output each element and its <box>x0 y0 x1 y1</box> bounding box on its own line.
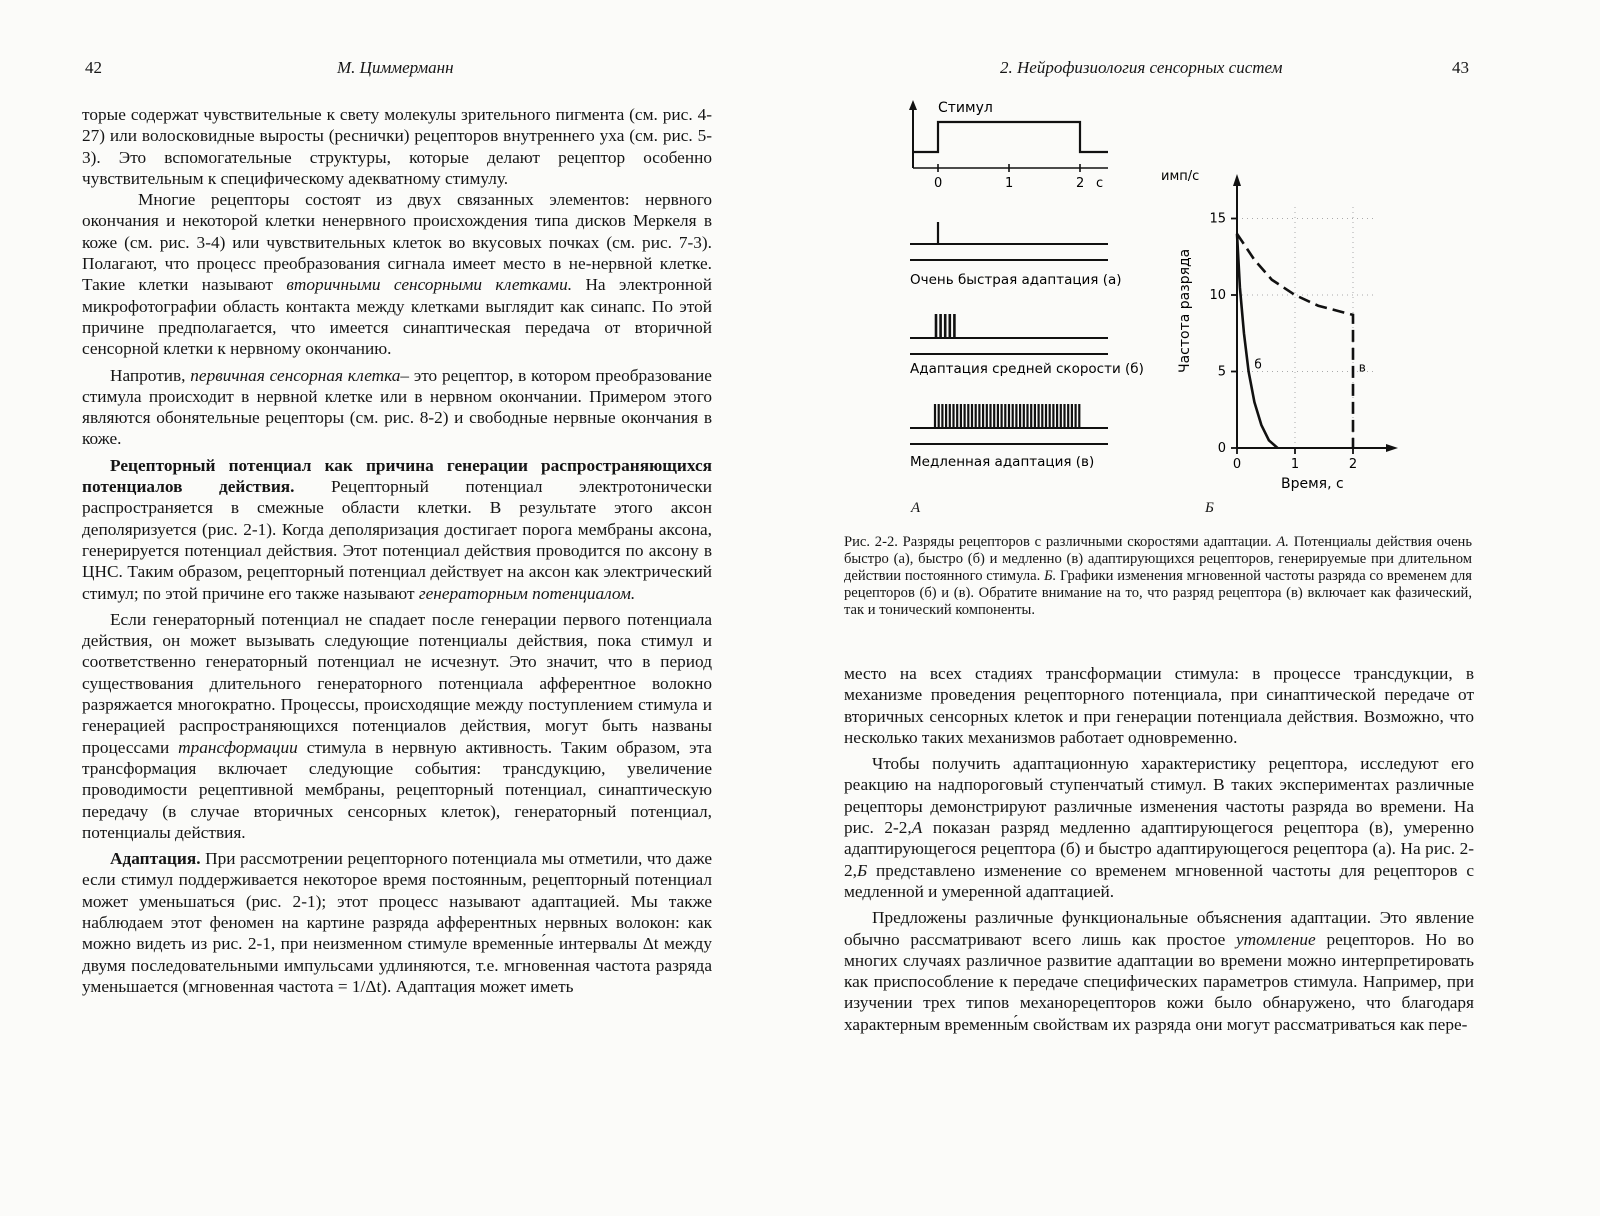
term-transformation: трансформации <box>178 737 298 757</box>
term-fatigue: утомление <box>1236 929 1316 949</box>
chart-y-axis-label: Частота разряда <box>1177 248 1193 373</box>
paragraph: торые содержат чувствительные к свету молекулы зрительного пигмента (см. рис. 4-27) или волосковидные выросты (реснички) рецепторов внутреннего уха (см. рис. 5-3). Это вспомогательные структуры, которые делают рецептор особенно чувствительным к специфическому адекватному стимулу. <box>82 105 712 188</box>
term-generator-potential: генераторным потенциалом. <box>418 583 636 603</box>
trace-very-fast <box>910 222 1122 288</box>
paragraph: место на всех стадиях трансформации стимула: в процессе трансдукции, в механизме проведения рецепторного потенциала, при синаптической передаче от вторичных сенсорных клеток и при генерации потенциала действия. Возможно, что несколько таких механизмов работает одновременно. <box>844 664 1474 747</box>
y-tick-label: 10 <box>1209 288 1226 303</box>
time-unit-label: с <box>1096 176 1104 191</box>
term-primary-sensory-cell: первичная сенсорная клетка <box>190 365 401 385</box>
chart-x-axis-label: Время, с <box>1281 476 1344 492</box>
chart-ticks <box>1209 212 1357 473</box>
stimulus-trace <box>909 100 1108 191</box>
series-line-б <box>1237 234 1278 448</box>
trace-label: Адаптация средней скорости (б) <box>910 361 1144 377</box>
series-line-в <box>1237 234 1353 448</box>
right-page-number: 43 <box>1452 58 1469 77</box>
right-running-head: 2. Нейрофизиология сенсорных систем <box>1000 58 1283 77</box>
spike-group <box>936 314 954 338</box>
section-heading-receptor-potential: Рецепторный потенциал как причина генерации распространяющихся потенциалов действия. <box>82 455 712 497</box>
frequency-chart <box>1161 169 1398 492</box>
time-tick-label: 0 <box>934 176 943 191</box>
chart-y-unit: имп/с <box>1161 169 1200 184</box>
figure-caption: Рис. 2-2. Разряды рецепторов с различными скоростями адаптации. А. Потенциалы действия очень быстро (а), быстро (б) и медленно (в) адаптирующихся рецепторов, генерируемые при длительном действии постоянного стимула. Б. Графики изменения мгновенной частоты разряда со временем для рецепторов (б) и (в). Обратите внимание на то, что разряд рецептора (в) включает как фазический, так и тонический компоненты. <box>844 534 1473 618</box>
y-tick-label: 15 <box>1209 211 1226 227</box>
spike-group <box>935 404 1079 428</box>
paragraph: Чтобы получить адаптационную характеристику рецептора, исследуют его реакцию на надпороговый ступенчатый стимул. В таких экспериментах различные рецепторы демонстрируют различные изменения частоты разряда во времени. На рис. 2-2,А показан разряд медленно адаптирующегося рецептора (в), умеренно адаптирующегося рецептора (б) и быстро адаптирующегося рецептора (а). На рис. 2-2,Б представлено изменение со временем мгновенной частоты для рецепторов с медленной и умеренной адаптацией. <box>844 754 1474 901</box>
trace-medium <box>910 314 1144 377</box>
caption-lead: Рис. 2-2. <box>844 534 898 550</box>
figure-2-2 <box>800 0 1600 540</box>
term-secondary-sensory-cells: вторичными сенсорными клетками. <box>286 275 573 295</box>
chart-series <box>1237 234 1366 448</box>
x-tick-label: 2 <box>1348 457 1358 472</box>
trace-slow <box>910 404 1108 470</box>
left-running-head: М. Циммерманн <box>337 58 454 77</box>
paragraph: Многие рецепторы состоят из двух связанных элементов: нервного окончания и некоторой клетки ненервного происхождения типа дисков Меркеля в коже (см. рис. 3-4) или чувствительных клеток во вкусовых почках (см. рис. 7-3). Полагают, что процесс преобразования сигнала имеет место в не-нервной клетке. Такие клетки называют вторичными сенсорными клетками. На электронной микрофотографии область контакта между клетками выглядит как синапс. По этой причине предполагается, что имеется синаптическая передача от вторичной сенсорной клетки к нервному окончанию. <box>82 190 712 359</box>
series-label: б <box>1254 357 1262 372</box>
time-tick-label: 1 <box>1005 176 1014 191</box>
left-text-column <box>82 104 712 997</box>
x-tick-label: 0 <box>1232 457 1242 472</box>
paragraph: Адаптация. При рассмотрении рецепторного потенциала мы отметили, что даже если стимул поддерживается некоторое время постоянным, рецепторный потенциал может уменьшаться (рис. 2-1); этот процесс называют адаптацией. Мы также наблюдаем этот феномен на картине разряда афферентных нервных волокон: как можно видеть из рис. 2-1, при неизменном стимуле временны́е интервалы Δt между двумя последовательными импульсами удлиняются, т.е. мгновенная частота разряда уменьшается (мгновенная частота = 1/Δt). Адаптация может иметь <box>82 849 712 996</box>
right-text-column <box>844 663 1474 1035</box>
x-tick-label: 1 <box>1290 457 1300 472</box>
y-tick-label: 5 <box>1217 364 1226 380</box>
trace-label: Очень быстрая адаптация (а) <box>910 272 1122 288</box>
paragraph: Напротив, первичная сенсорная клетка– это рецептор, в котором преобразование стимула происходит в нервной клетке или в нервном окончании. Примером этого являются обонятельные рецепторы (см. рис. 8-2) и свободные нервные окончания в коже. <box>82 365 712 449</box>
panel-a-label: А <box>911 500 921 516</box>
left-page-number: 42 <box>85 58 102 77</box>
paragraph: Предложены различные функциональные объяснения адаптации. Это явление обычно рассматривают всего лишь как простое утомление рецепторов. Но во многих случаях различное развитие адаптации во времени можно интерпретировать как приспособление к передаче специфических параметров стимула. Например, при изучении трех типов механорецепторов кожи было обнаружено, что благодаря характерным временны́м свойствам их разряда они могут рассматриваться как пере- <box>844 908 1474 1034</box>
stimulus-label: Стимул <box>938 100 993 116</box>
series-label: в <box>1358 360 1366 375</box>
right-page <box>800 0 1600 1216</box>
paragraph: Рецепторный потенциал как причина генерации распространяющихся потенциалов действия. Рецепторный потенциал электротонически распространяется в смежные области клетки. В результате этого аксон деполяризуется (рис. 2-1). Когда деполяризация достигает порога мембраны аксона, генерируется потенциал действия. Этот потенциал действия проводится по аксону в ЦНС. Таким образом, рецепторный потенциал действует на аксон как электрический стимул; по этой причине его также называют генераторным потенциалом. <box>82 455 712 603</box>
y-tick-label: 0 <box>1217 441 1226 456</box>
time-tick-label: 2 <box>1076 176 1085 191</box>
panel-b-label: Б <box>1205 500 1214 516</box>
paragraph: Если генераторный потенциал не спадает после генерации первого потенциала действия, он может вызывать следующие потенциалы действия, пока стимул и соответственно генераторный потенциал не исчезнут. Это значит, что в период существования длительного генераторного потенциала афферентное волокно разряжается многократно. Процессы, происходящие между поступлением стимула и генерацией распространяющихся потенциалов действия, могут быть названы процессами трансформации стимула в нервную активность. Таким образом, эта трансформация включает следующие события: трансдукцию, увеличение проводимости рецептивной мембраны, рецепторный потенциал, синаптическую передачу (в случае вторичных сенсорных клеток), генераторный потенциал, потенциалы действия. <box>82 609 712 842</box>
section-heading-adaptation: Адаптация. <box>110 849 201 869</box>
trace-label: Медленная адаптация (в) <box>910 454 1095 470</box>
